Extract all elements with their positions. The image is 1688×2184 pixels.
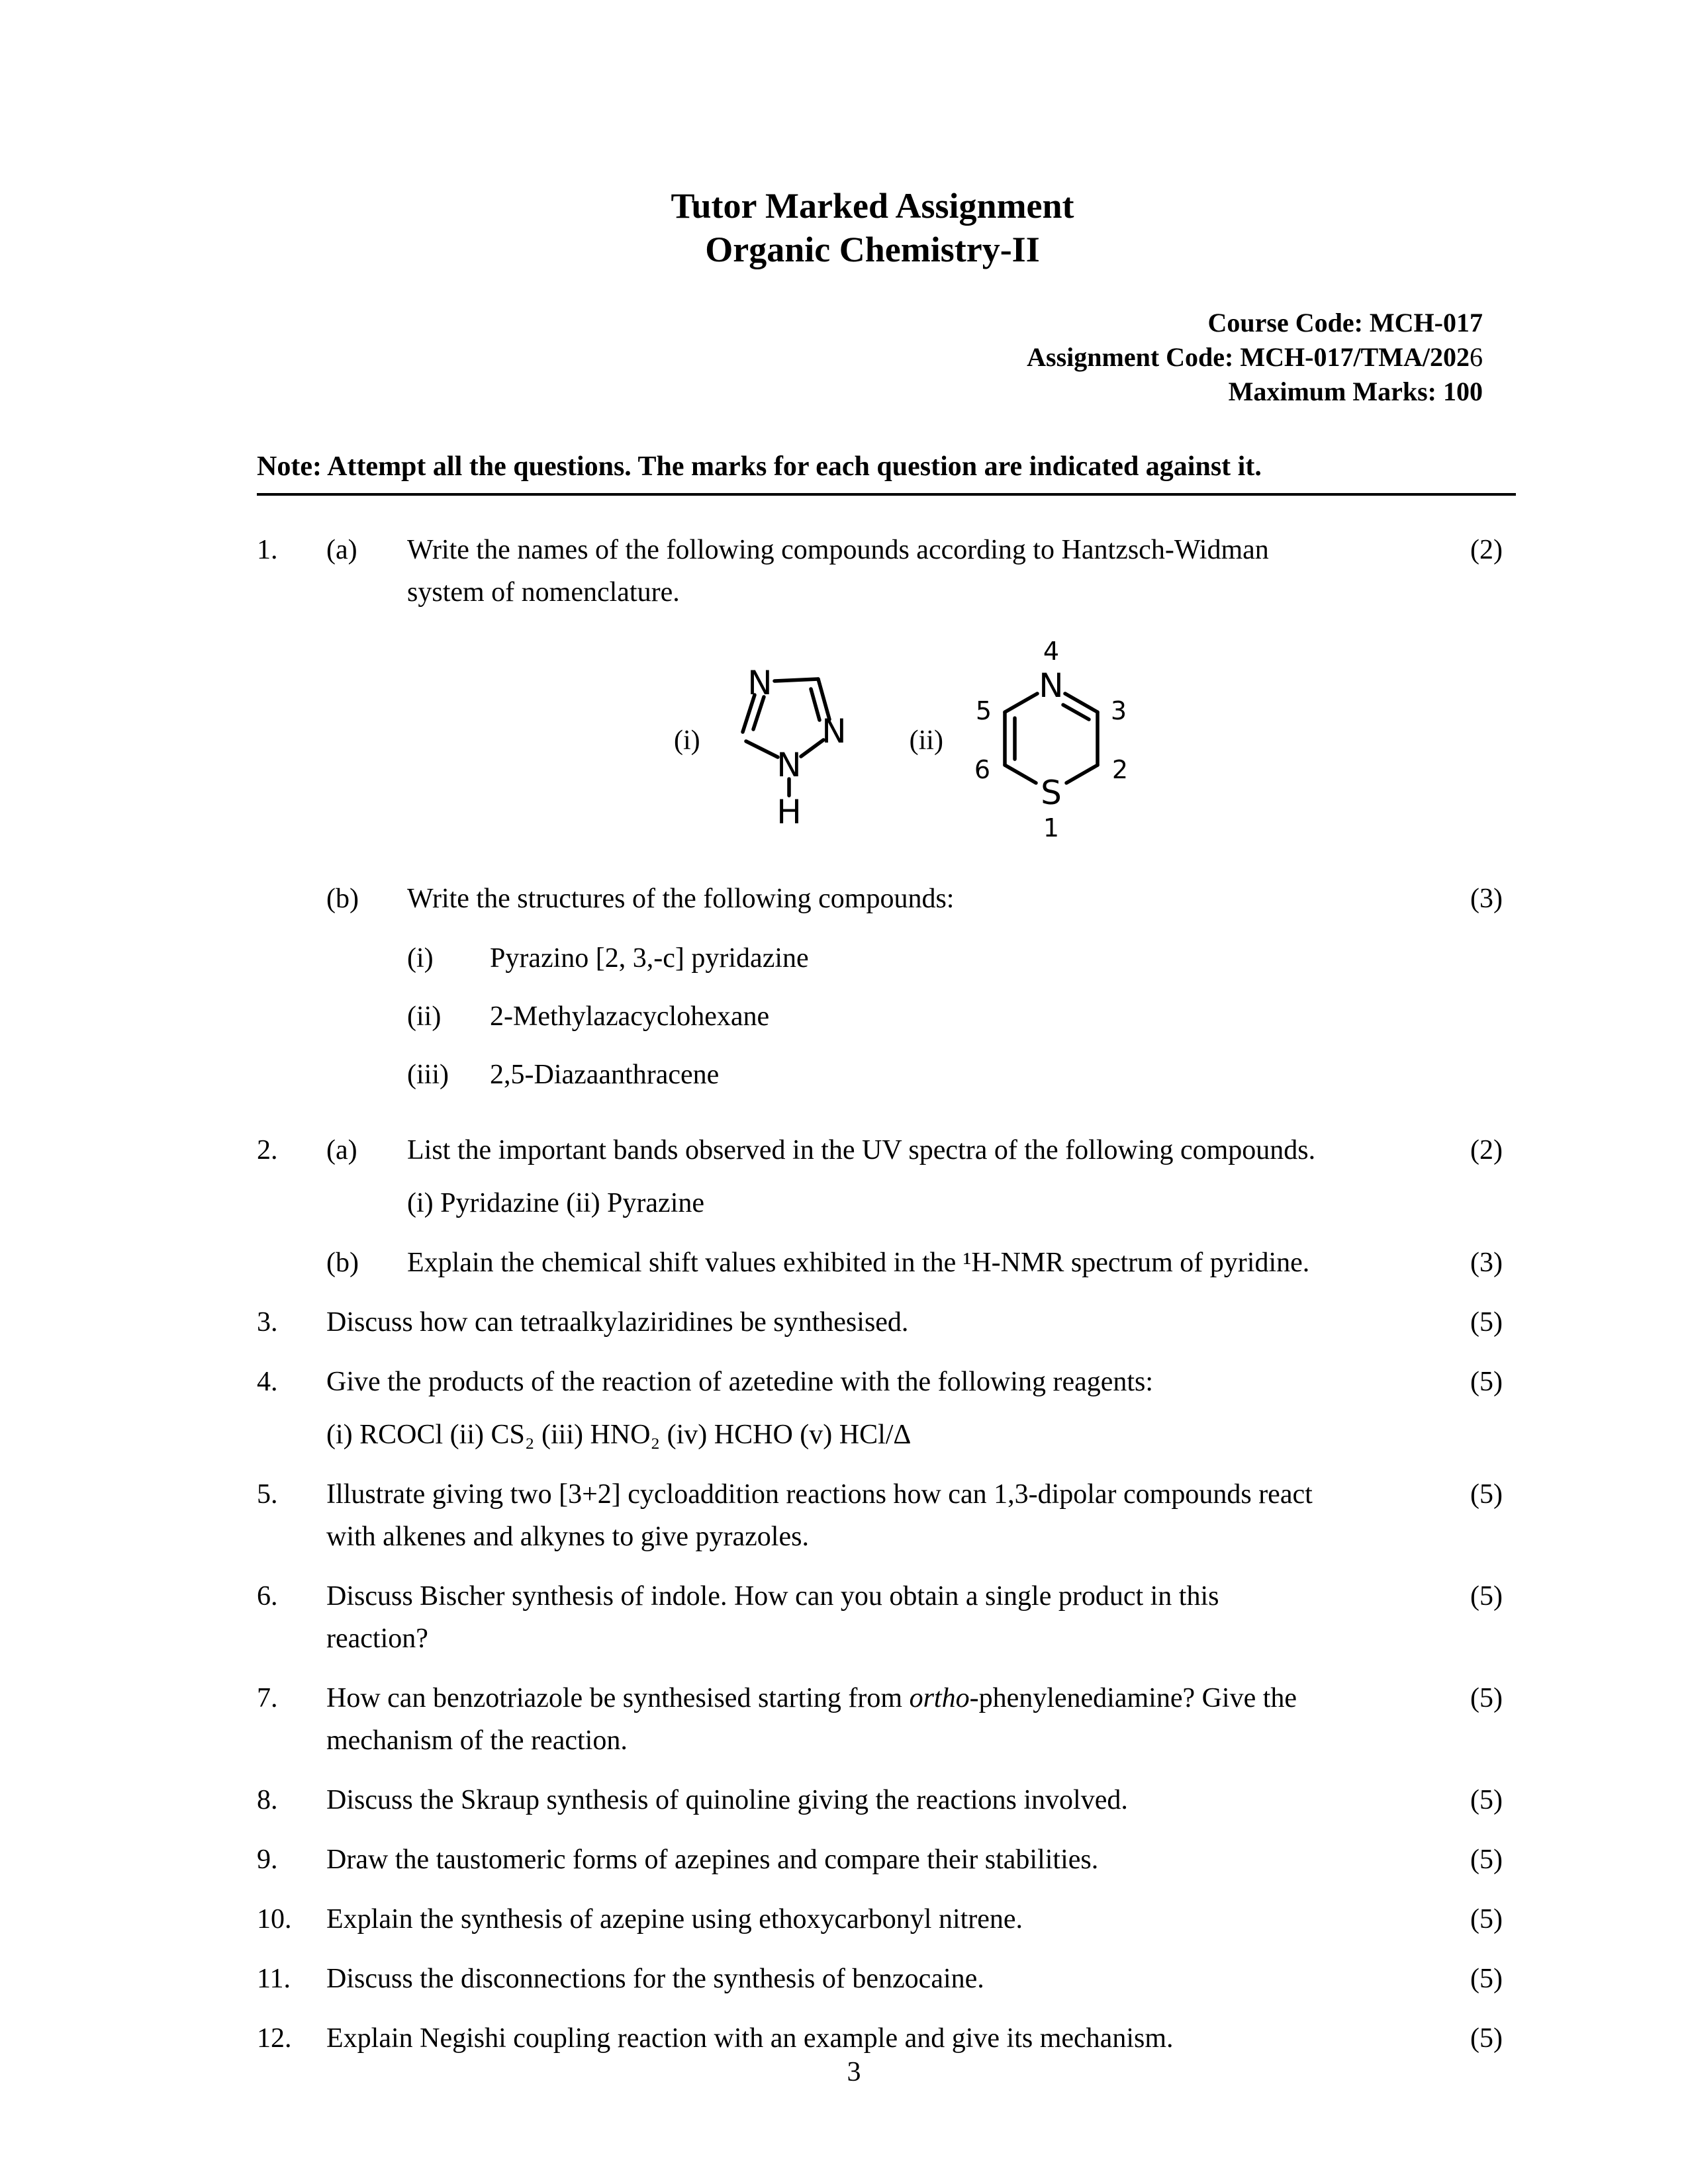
structure-ii-label: (ii) [909,725,943,756]
marks-badge: (3) [1470,1248,1503,1278]
question-list [257,529,1503,2060]
question-number: 4. [257,1367,278,1397]
question-number: 10. [257,1904,292,1934]
thiazine-s: S [1041,774,1062,812]
triazole-n-right: N [821,712,847,751]
question-number: 1. [257,535,278,565]
question-number: 2. [257,1135,278,1165]
question-2a [257,1129,1503,1224]
ring-number-1: 1 [1043,813,1060,842]
question-number: 7. [257,1683,278,1713]
marks-badge: (5) [1470,2023,1503,2054]
question-text: Discuss the disconnections for the synthesis of benzocaine. [326,1964,984,1994]
question-subletter: (b) [326,884,359,914]
marks-badge: (5) [1470,1683,1503,1713]
reagent-options: (i) RCOCl (ii) CS₂ (iii) HNO₂ (iv) HCHO (v) HCl/Δ [326,1420,912,1450]
title-line-2: Organic Chemistry-II [705,230,1040,269]
ring-number-4: 4 [1043,637,1060,666]
triazole-n-bottom: N [776,746,802,784]
question-text: Write the structures of the following compounds: (i) Pyrazino [2, 3,-c] pyridazine (ii) 2-Methylazacyclohexane (iii) 2,5-Diazaanthracene [407,878,1444,1112]
triazole-ring-diagram [719,651,858,830]
ring-number-2: 2 [1111,755,1129,784]
marks-badge: (5) [1470,1904,1503,1934]
question-5 [257,1473,1503,1558]
codes-block [257,306,1483,409]
ring-number-6: 6 [974,755,991,784]
question-3 [257,1301,1503,1343]
question-subletter: (a) [326,1135,357,1165]
page-number: 3 [847,2057,861,2087]
question-text: How can benzotriazole be synthesised starting from ortho-phenylenediamine? Give the mechanism of the reaction. [326,1683,1297,1756]
question-2b [257,1242,1503,1284]
marks-badge: (5) [1470,1964,1503,1994]
question-number: 12. [257,2023,292,2054]
triazole-h: H [776,793,802,830]
question-number: 11. [257,1964,291,1994]
thiazine-ring-diagram [962,631,1141,850]
marks-badge: (2) [1470,535,1503,565]
question-8 [257,1779,1503,1821]
subitem-list [407,937,1444,1096]
thiazine-bonds [1005,694,1098,783]
subitem-i: (i) Pyrazino [2, 3,-c] pyridazine [407,943,809,974]
marks-badge: (5) [1470,1479,1503,1510]
question-number: 6. [257,1581,278,1612]
question-number: 3. [257,1307,278,1338]
question-text: Discuss the Skraup synthesis of quinoline giving the reactions involved. [326,1785,1128,1815]
marks-badge: (2) [1470,1135,1503,1165]
marks-badge: (5) [1470,1307,1503,1338]
question-text: Illustrate giving two [3+2] cycloaddition reactions how can 1,3-dipolar compounds react with alkenes and alkynes to give pyrazoles. [326,1479,1313,1552]
question-text: Draw the taustomeric forms of azepines and compare their stabilities. [326,1844,1099,1875]
subitem-iii: (iii) 2,5-Diazaanthracene [407,1060,720,1090]
marks-badge: (5) [1470,1367,1503,1397]
structure-i-label: (i) [674,725,700,756]
compound-options: (i) Pyridazine (ii) Pyrazine [407,1188,704,1218]
question-number: 8. [257,1785,278,1815]
triazole-n-topleft: N [747,664,773,702]
marks-badge: (3) [1470,884,1503,914]
question-text: Explain the synthesis of azepine using ethoxycarbonyl nitrene. [326,1904,1023,1934]
question-number: 5. [257,1479,278,1510]
ring-number-3: 3 [1110,696,1127,725]
ring-number-5: 5 [975,696,992,725]
question-10 [257,1898,1503,1940]
document-title [257,184,1488,271]
question-7 [257,1677,1503,1762]
question-text: Explain the chemical shift values exhibited in the ¹H-NMR spectrum of pyridine. [407,1248,1310,1278]
marks-badge: (5) [1470,1844,1503,1875]
marks-badge: (5) [1470,1581,1503,1612]
question-text: Discuss how can tetraalkylaziridines be synthesised. [326,1307,909,1338]
subitem-ii: (ii) 2-Methylazacyclohexane [407,1001,770,1032]
question-text: Write the names of the following compounds according to Hantzsch-Widman system of nomenclature. [407,535,1269,608]
marks-badge: (5) [1470,1785,1503,1815]
question-subletter: (a) [326,535,357,565]
question-9 [257,1839,1503,1881]
question-11 [257,1958,1503,2000]
question-4 [257,1361,1503,1456]
italic-ortho: ortho [909,1683,970,1713]
question-text: Explain Negishi coupling reaction with an example and give its mechanism. [326,2023,1174,2054]
question-text: Discuss Bischer synthesis of indole. How can you obtain a single product in this reaction? [326,1581,1219,1654]
note-line: Note: Attempt all the questions. The marks for each question are indicated against it. [257,445,1516,496]
question-number: 9. [257,1844,278,1875]
question-12 [257,2017,1503,2060]
question-1a [257,529,1503,614]
title-line-1: Tutor Marked Assignment [671,186,1074,226]
question-6 [257,1575,1503,1660]
question-1b [257,878,1503,1112]
question-text: List the important bands observed in the UV spectra of the following compounds. (i) Pyridazine (ii) Pyrazine [407,1129,1444,1224]
question-subletter: (b) [326,1248,359,1278]
course-code: Course Code: MCH-017 [1207,308,1483,338]
question-text: Give the products of the reaction of azetedine with the following reagents: (i) RCOCl (ii) CS₂ (iii) HNO₂ (iv) HCHO (v) HCl/Δ [326,1361,1444,1456]
chemical-structures [674,631,1503,850]
max-marks: Maximum Marks: 100 [1228,377,1483,406]
assignment-code: Assignment Code: MCH-017/TMA/2026 [1027,342,1483,372]
thiazine-n: N [1039,666,1064,705]
